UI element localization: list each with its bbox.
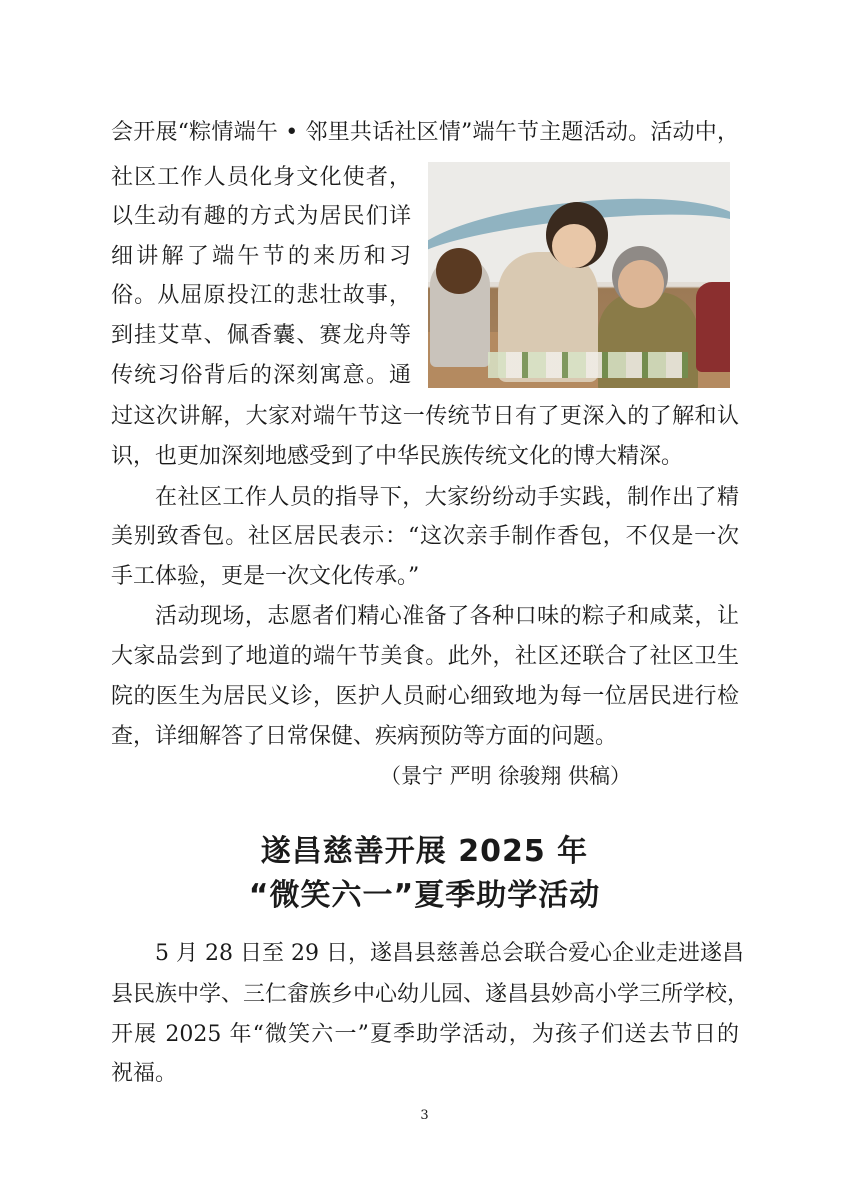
body-line: 5 月 28 日至 29 日，遂昌县慈善总会联合爱心企业走进遂昌 [155, 941, 744, 966]
body-line: 大家品尝到了地道的端午节美食。此外，社区还联合了社区卫生 [111, 644, 739, 669]
body-line: 以生动有趣的方式为居民们详 [111, 204, 411, 229]
body-line: 社区工作人员化身文化使者， [111, 165, 411, 190]
article-title-line1: 遂昌慈善开展 2025 年 [260, 834, 589, 869]
body-line: 俗。从屈原投江的悲壮故事， [111, 283, 411, 308]
body-line: 活动现场，志愿者们精心准备了各种口味的粽子和咸菜，让 [155, 604, 739, 629]
body-line: 查，详细解答了日常保健、疾病预防等方面的问题。 [111, 724, 618, 749]
body-line: 祝福。 [111, 1061, 178, 1086]
byline: （景宁 严明 徐骏翔 供稿） [380, 764, 632, 788]
body-line: 到挂艾草、佩香囊、赛龙舟等 [111, 323, 411, 348]
body-line: 识，也更加深刻地感受到了中华民族传统文化的博大精深。 [111, 444, 684, 469]
body-line: 院的医生为居民义诊，医护人员耐心细致地为每一位居民进行检 [111, 684, 739, 709]
body-line: 美别致香包。社区居民表示：“这次亲手制作香包，不仅是一次 [111, 524, 739, 549]
body-line: 传统习俗背后的深刻寓意。通 [111, 363, 411, 388]
body-line: 手工体验，更是一次文化传承。” [111, 564, 420, 589]
body-line: 细讲解了端午节的来历和习 [111, 244, 411, 269]
page-number: 3 [420, 1108, 429, 1123]
activity-photo [428, 162, 730, 388]
body-line: 会开展“粽情端午 • 邻里共话社区情”端午节主题活动。活动中， [111, 120, 739, 145]
body-line: 在社区工作人员的指导下，大家纷纷动手实践，制作出了精 [155, 485, 739, 510]
article-title-line2: “微笑六一”夏季助学活动 [248, 878, 601, 913]
body-line: 开展 2025 年“微笑六一”夏季助学活动，为孩子们送去节日的 [111, 1022, 739, 1047]
body-line: 县民族中学、三仁畲族乡中心幼儿园、遂昌县妙高小学三所学校， [111, 982, 750, 1007]
body-line: 过这次讲解，大家对端午节这一传统节日有了更深入的了解和认 [111, 404, 739, 429]
